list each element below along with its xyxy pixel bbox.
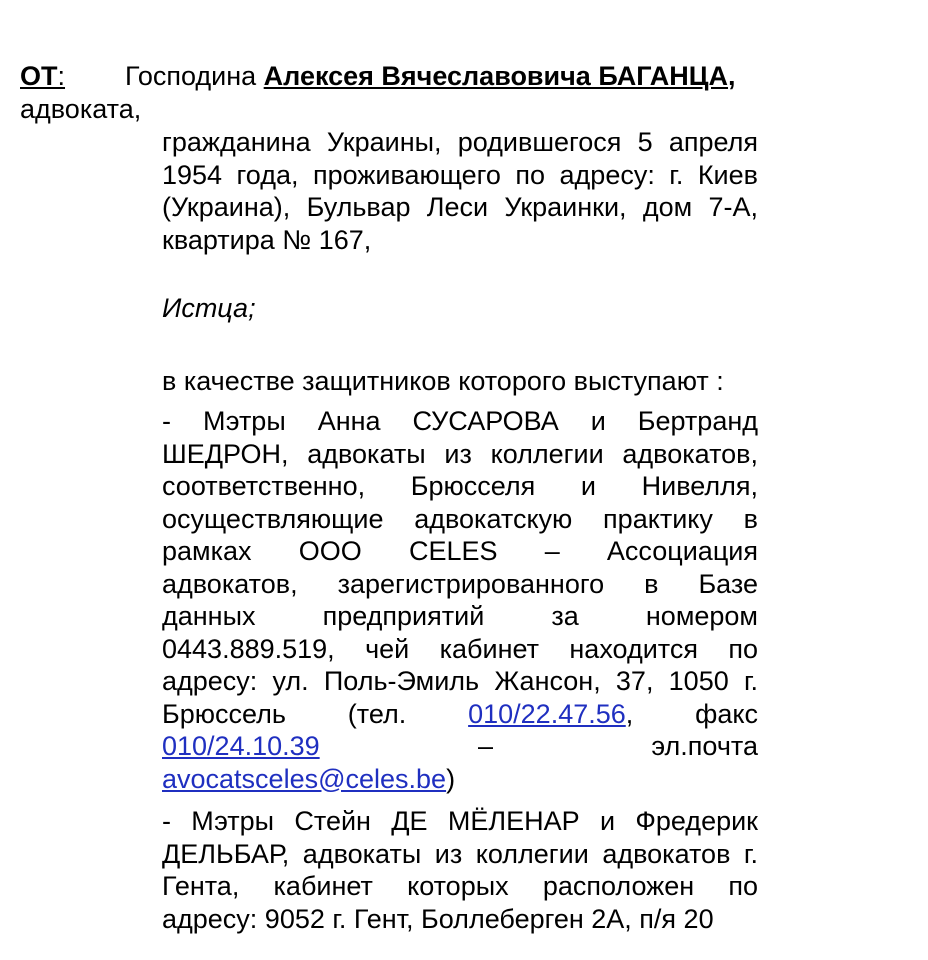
role-line: адвоката, xyxy=(20,94,142,124)
citizen-line: 1954 года, проживающего по адресу: г. Киев xyxy=(162,159,758,190)
email-prefix: – эл.почта xyxy=(478,731,758,761)
fax-email-line xyxy=(162,730,758,763)
title-prefix: Господина xyxy=(125,61,257,91)
from-label: ОТ xyxy=(20,61,58,91)
lawyers-line: адресу: 9052 г. Гент, Боллеберген 2А, п/я 20 xyxy=(162,903,714,934)
name-comma: , xyxy=(728,61,736,91)
citizen-line: квартира № 167, xyxy=(162,224,372,255)
email-suffix: ) xyxy=(446,763,456,794)
lawyers-group-1 xyxy=(162,405,758,795)
lawyers-group-2 xyxy=(162,805,758,935)
lawyers-line: соответственно, Брюсселя и Нивелля, xyxy=(162,471,758,501)
lawyers-line: 0443.889.519, чей кабинет находится по xyxy=(162,633,758,664)
lawyers-line: осуществляющие адвокатскую практику в xyxy=(162,503,758,534)
lawyers-line: - Мэтры Анна СУСАРОВА и Бертранд xyxy=(162,406,758,436)
lawyers-line: ДЕЛЬБАР, адвокаты из коллегии адвокатов г. xyxy=(162,838,758,869)
citizen-paragraph xyxy=(162,126,758,256)
from-colon: : xyxy=(57,61,66,91)
phone-suffix: , факс xyxy=(625,698,758,729)
fax-link[interactable]: 010/24.10.39 xyxy=(162,731,320,761)
lawyers-line: адресу: ул. Поль-Эмиль Жансон, 37, 1050 г. xyxy=(162,666,758,696)
phone-link[interactable]: 010/22.47.56 xyxy=(468,698,626,729)
lawyers-line: рамках ООО CELES – Ассоциация xyxy=(162,536,758,566)
plaintiff-name: Алексея Вячеславовича БАГАНЦА xyxy=(263,61,729,91)
citizen-line: (Украина), Бульвар Леси Украинки, дом 7-А, xyxy=(162,192,758,222)
lawyers-line: данных предприятий за номером xyxy=(162,601,758,631)
from-line xyxy=(20,59,736,93)
lawyers-line: Гента, кабинет которых расположен по xyxy=(162,871,758,901)
lawyers-line: ШЕДРОН, адвокаты из коллегии адвокатов, xyxy=(162,438,758,469)
email-link[interactable]: avocatsceles@celes.be xyxy=(162,763,447,794)
lawyers-line: адвокатов, зарегистрированного в Базе xyxy=(162,568,758,599)
represented-by-line: в качестве защитников которого выступают : xyxy=(162,366,724,396)
plaintiff-label: Истца; xyxy=(162,293,256,323)
citizen-line: гражданина Украины, родившегося 5 апреля xyxy=(162,127,758,157)
lawyers-line: - Мэтры Стейн ДЕ МЁЛЕНАР и Фредерик xyxy=(162,806,758,836)
phone-prefix: Брюссель (тел. xyxy=(162,698,407,729)
email-line xyxy=(162,763,758,796)
phone-fax-line xyxy=(162,698,758,731)
